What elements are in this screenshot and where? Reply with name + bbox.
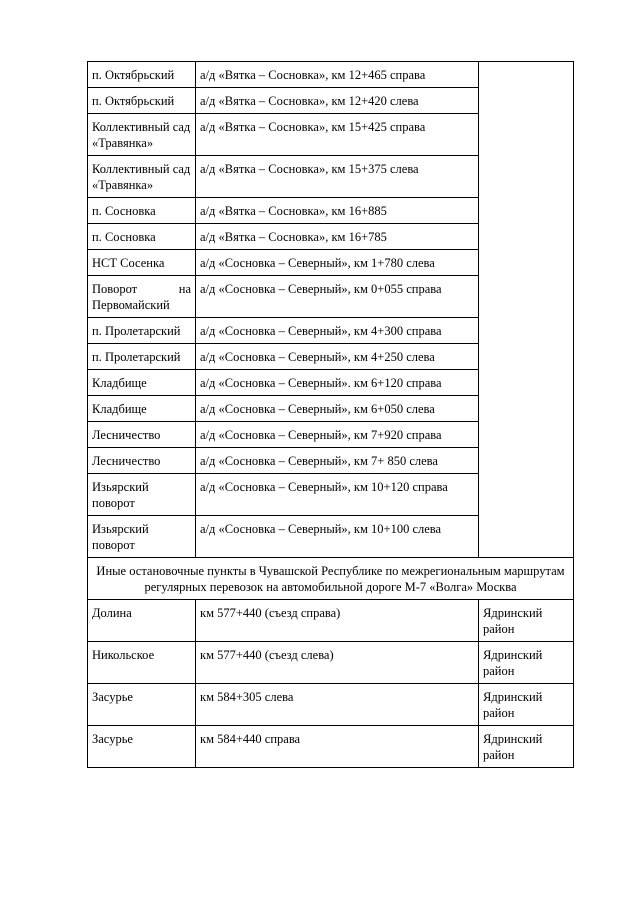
stop-location-cell: а/д «Вятка – Сосновка», км 15+375 слева bbox=[196, 156, 479, 198]
table-row bbox=[88, 684, 574, 726]
stop-name-cell: Изьярский поворот bbox=[88, 474, 196, 516]
stop-name-cell: п. Пролетарский bbox=[88, 318, 196, 344]
stop-name-cell: Изьярский поворот bbox=[88, 516, 196, 558]
stop-location-cell: а/д «Сосновка – Северный», км 10+100 слева bbox=[196, 516, 479, 558]
stop-name-cell: Коллективный сад «Травянка» bbox=[88, 114, 196, 156]
district-cell: Ядринский район bbox=[479, 726, 574, 768]
stop-location-cell: км 577+440 (съезд справа) bbox=[196, 600, 479, 642]
district-cell: Ядринский район bbox=[479, 600, 574, 642]
district-cell-empty bbox=[479, 62, 574, 558]
stop-location-cell: км 584+305 слева bbox=[196, 684, 479, 726]
bottom-rows bbox=[88, 600, 574, 768]
stop-name-cell: Засурье bbox=[88, 726, 196, 768]
stop-name-cell: п. Октябрьский bbox=[88, 62, 196, 88]
section bbox=[88, 558, 574, 600]
district-cell: Ядринский район bbox=[479, 684, 574, 726]
district-cell: Ядринский район bbox=[479, 642, 574, 684]
stop-location-cell: км 577+440 (съезд слева) bbox=[196, 642, 479, 684]
stop-location-cell: а/д «Сосновка – Северный», км 7+920 справа bbox=[196, 422, 479, 448]
stop-name-cell: п. Пролетарский bbox=[88, 344, 196, 370]
table-row bbox=[88, 642, 574, 684]
stop-location-cell: а/д «Сосновка – Северный», км 10+120 справа bbox=[196, 474, 479, 516]
stop-location-cell: а/д «Сосновка – Северный», км 6+050 слева bbox=[196, 396, 479, 422]
stop-name-cell: Поворот на Первомайский bbox=[88, 276, 196, 318]
stop-name-cell: НСТ Сосенка bbox=[88, 250, 196, 276]
stop-location-cell: а/д «Сосновка – Северный», км 1+780 слева bbox=[196, 250, 479, 276]
stop-name-cell: п. Сосновка bbox=[88, 198, 196, 224]
stop-name-cell: Лесничество bbox=[88, 448, 196, 474]
section-header-row bbox=[88, 558, 574, 600]
stop-location-cell: а/д «Сосновка – Северный». км 6+120 справа bbox=[196, 370, 479, 396]
stop-location-cell: а/д «Вятка – Сосновка», км 16+885 bbox=[196, 198, 479, 224]
stop-name-cell: Никольское bbox=[88, 642, 196, 684]
section-header: Иные остановочные пункты в Чувашской Республике по межрегиональным маршрутам регулярных перевозок на автомобильной дороге М-7 «Волга» Москва bbox=[88, 558, 574, 600]
table-row bbox=[88, 600, 574, 642]
stop-name-cell: Лесничество bbox=[88, 422, 196, 448]
stop-name-cell: п. Сосновка bbox=[88, 224, 196, 250]
stop-location-cell: а/д «Сосновка – Северный», км 7+ 850 слева bbox=[196, 448, 479, 474]
bus-stops-table bbox=[87, 61, 574, 768]
table-row bbox=[88, 62, 574, 88]
stop-name-cell: Долина bbox=[88, 600, 196, 642]
stop-location-cell: а/д «Вятка – Сосновка», км 12+465 справа bbox=[196, 62, 479, 88]
stop-location-cell: а/д «Вятка – Сосновка», км 16+785 bbox=[196, 224, 479, 250]
stop-location-cell: а/д «Вятка – Сосновка», км 12+420 слева bbox=[196, 88, 479, 114]
stop-location-cell: а/д «Сосновка – Северный», км 4+300 справа bbox=[196, 318, 479, 344]
stop-location-cell: а/д «Сосновка – Северный», км 4+250 слева bbox=[196, 344, 479, 370]
stop-name-cell: Кладбище bbox=[88, 370, 196, 396]
stop-name-cell: Засурье bbox=[88, 684, 196, 726]
stop-name-cell: Коллективный сад «Травянка» bbox=[88, 156, 196, 198]
table-row bbox=[88, 726, 574, 768]
stop-location-cell: а/д «Вятка – Сосновка», км 15+425 справа bbox=[196, 114, 479, 156]
top-rows bbox=[88, 62, 574, 558]
stop-location-cell: км 584+440 справа bbox=[196, 726, 479, 768]
stop-name-cell: Кладбище bbox=[88, 396, 196, 422]
stop-location-cell: а/д «Сосновка – Северный», км 0+055 справа bbox=[196, 276, 479, 318]
stop-name-cell: п. Октябрьский bbox=[88, 88, 196, 114]
